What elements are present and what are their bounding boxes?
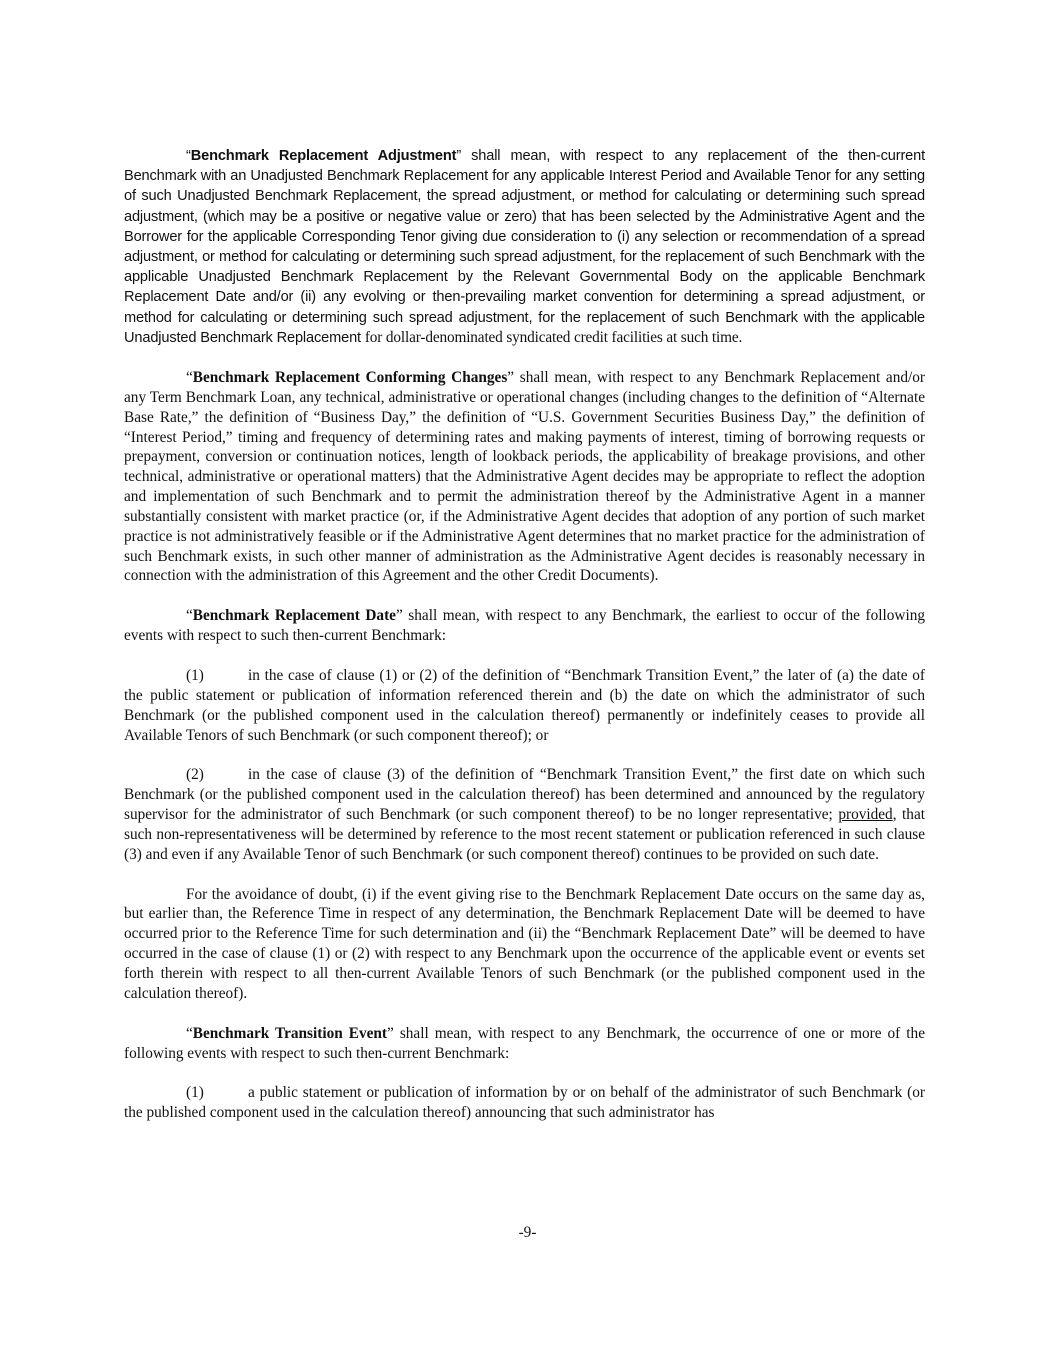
avoidance-of-doubt-paragraph xyxy=(124,885,925,1004)
defined-term: Benchmark Replacement Conforming Changes xyxy=(192,369,508,387)
open-quote: “ xyxy=(186,607,193,625)
definition-benchmark-replacement-conforming-changes xyxy=(124,368,925,586)
clause-number: (1) xyxy=(186,667,204,684)
underlined-term: provided xyxy=(838,806,893,824)
open-quote: “ xyxy=(186,369,193,387)
clause-number: (2) xyxy=(186,766,204,784)
defined-term: Benchmark Replacement Date xyxy=(192,607,396,625)
defined-term: Benchmark Replacement Adjustment xyxy=(190,148,457,164)
clause-text: in the case of clause (1) or (2) of the definition of “Benchmark Transition Event,” the later of (a) the date of the public statement or publication of information referenced therein and (b) the date on which the administrator of such Benchmark (or the published component used in the calculation thereof) permanently or indefinitely ceases to provide all Available Tenors of such Benchmark (or such component thereof); or xyxy=(124,667,925,744)
definition-benchmark-replacement-date xyxy=(124,606,925,646)
open-quote: “ xyxy=(186,1024,193,1042)
document-body xyxy=(124,146,925,1123)
definition-text: ” shall mean, with respect to any Benchmark, the earliest to occur of the following events with respect to such then-current Benchmark: xyxy=(124,607,925,645)
open-quote: “ xyxy=(186,148,191,164)
definition-text: ” shall mean, with respect to any replacement of the then-current Benchmark with an Unadjusted Benchmark Replacement for any applicable Interest Period and Available Tenor for any setting of such Unadjusted Benchmark Replacement, the spread adjustment, or method for calculating or determining such spread adjustment, (which may be a positive or negative value or zero) that has been selected by the Administrative Agent and the Borrower for the applicable Corresponding Tenor giving due consideration to (i) any selection or recommendation of a spread adjustment, or method for calculating or determining such spread adjustment, for the replacement of such Benchmark with the applicable Unadjusted Benchmark Replacement by the Relevant Governmental Body on the applicable Benchmark Replacement Date and/or (ii) any evolving or then-prevailing market convention for determining a spread adjustment, or method for calculating or determining such spread adjustment, for the replacement of such Benchmark with the applicable Unadjusted Benchmark Replacement xyxy=(124,148,925,346)
definition-benchmark-replacement-adjustment xyxy=(124,146,925,348)
definition-benchmark-transition-event xyxy=(124,1024,925,1064)
definition-text: ” shall mean, with respect to any Benchmark Replacement and/or any Term Benchmark Loan, any technical, administrative or operational changes (including changes to the definition of “Alternate Base Rate,” the definition of “Business Day,” the definition of “U.S. Government Securities Business Day,” the definition of “Interest Period,” timing and frequency of determining rates and making payments of interest, timing of borrowing requests or prepayment, conversion or continuation notices, length of lookback periods, the applicability of breakage provisions, and other technical, administrative or operational matters) that the Administrative Agent decides may be appropriate to reflect the adoption and implementation of such Benchmark and to permit the administration thereof by the Administrative Agent in a manner substantially consistent with market practice (or, if the Administrative Agent decides that adoption of any portion of such market practice is not administratively feasible or if the Administrative Agent determines that no market practice for the administration of such Benchmark exists, in such other manner of administration as the Administrative Agent decides is reasonably necessary in connection with the administration of this Agreement and the other Credit Documents). xyxy=(124,369,925,585)
paragraph-text: For the avoidance of doubt, (i) if the event giving rise to the Benchmark Replacement Date occurs on the same day as, but earlier than, the Reference Time in respect of any determination, the Benchmark Replacement Date will be deemed to have occurred prior to the Reference Time for such determination and (ii) the “Benchmark Replacement Date” will be deemed to have occurred in the case of clause (1) or (2) with respect to any Benchmark upon the occurrence of the applicable event or events set forth therein with respect to all then-current Available Tenors of such Benchmark (or the published component used in the calculation thereof). xyxy=(124,885,925,1002)
clause-number: (1) xyxy=(186,1084,204,1102)
definition-text: ” shall mean, with respect to any Benchmark, the occurrence of one or more of the following events with respect to such then-current Benchmark: xyxy=(124,1024,925,1062)
clause-text: a public statement or publication of information by or on behalf of the administrator of such Benchmark (or the published component used in the calculation thereof) announcing that such administrator has xyxy=(124,1084,925,1122)
page-number: -9- xyxy=(518,1224,537,1241)
clause-text-continued: , that such non-representativeness will be determined by reference to the most recent statement or publication referenced in such clause (3) and even if any Available Tenor of such Benchmark (or such component thereof) continues to be provided on such date. xyxy=(124,806,925,863)
clause-text: in the case of clause (3) of the definition of “Benchmark Transition Event,” the first date on which such Benchmark (or the published component used in the calculation thereof) has been determined and announced by the regulatory supervisor for the administrator of such Benchmark (or such component thereof) to be no longer representative; xyxy=(124,766,925,824)
defined-term: Benchmark Transition Event xyxy=(192,1024,388,1042)
definition-text-tail: for dollar-denominated syndicated credit facilities at such time. xyxy=(364,328,743,346)
clause-1-transition-event xyxy=(124,1083,925,1123)
clause-1-replacement-date xyxy=(124,666,925,745)
clause-2-replacement-date xyxy=(124,765,925,864)
